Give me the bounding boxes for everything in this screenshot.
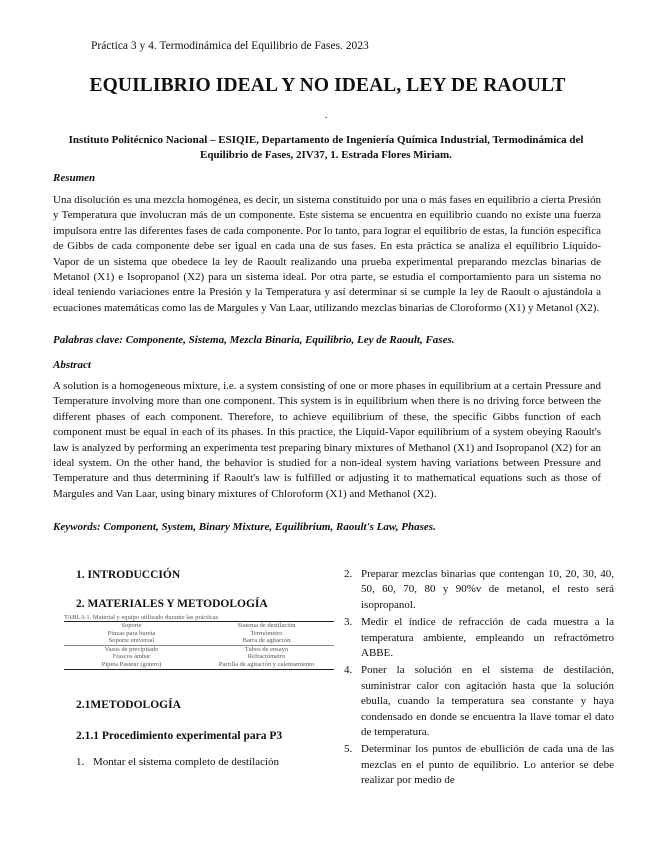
table-row	[64, 653, 334, 661]
author-affiliation: Instituto Politécnico Nacional – ESIQIE, Departamento de Ingeniería Química Industrial, Termodinámica del Equilibrio de Fases, 2IV37, 1. Estrada Flores Miriam.	[68, 134, 584, 161]
table-cell: Sistema de destilación	[199, 622, 334, 630]
resumen-heading: Resumen	[53, 172, 96, 184]
table-cell: Soporte universal	[64, 637, 199, 645]
title-dot: .	[325, 110, 328, 121]
list-item	[344, 615, 614, 661]
table-row	[64, 645, 334, 653]
table-cell: Parrilla de agitación y calentamiento	[199, 661, 334, 669]
step-number: 5.	[344, 743, 353, 756]
list-item	[344, 742, 614, 788]
list-item	[344, 663, 614, 740]
step-number: 1.	[76, 756, 85, 768]
table-cell: Vasos de precipitado	[104, 645, 159, 653]
abstract-heading: Abstract	[53, 359, 91, 371]
table-row	[64, 661, 334, 669]
list-item	[76, 755, 338, 770]
table-cell: Frascos ámbar	[112, 653, 151, 661]
table-body	[64, 621, 334, 670]
table-row	[64, 630, 334, 638]
step-number: 3.	[344, 616, 353, 629]
resumen-text: Una disolución es una mezcla homogénea, es decir, un sistema constituido por una o más fases en equilibrio a cierta Presión y Temperatura que involucran más de un componente. Este sistema se encuentra en equilibrio cuando no existe una fuerza impulsora entre las diferentes fases de cada componente. Por lo tanto, para lograr el equilibrio de estas, la función específica de Gibbs de cada componente debe ser igual en cada una de sus fases. En esta práctica se analiza el equilibrio Líquido-Vapor de un sistema que obedece la ley de Raoult realizando una prueba experimental preparando mezclas binarias de Metanol (X1) e Isopropanol (X2) para un sistema ideal. Por otra parte, se estudia el comportamiento para un sistema no ideal teniendo variaciones entre la Presión y la Temperatura y así determinar si se cumple la ley de Raoult o ajustándola a ecuaciones matemáticas como las de Margules y Van Laar, utilizando mezclas binarias de Cloroformo (X1) y Metanol (X2).	[53, 194, 601, 314]
table-cell: Refractómetro	[247, 653, 286, 661]
abstract-text: A solution is a homogeneous mixture, i.e. a system consisting of one or more phases in equilibrium at a certain Pressure and Temperature involving more than one component. This system is in equilibrium when there is no driving force between the different phases of each component. Therefore, to achieve equilibrium of these, the specific Gibbs function of each component must be equal in each of its phases. In this practice, the Liquid-Vapor equilibrium of a system obeying Raoult's law is analyzed by performing an experimenta test preparing binary mixtures of Methanol (X1) and Isopropanol (X2) for an ideal system. On the other hand, the behavior is studied for a non-ideal system having variations between Pressure and Temperature and thus determining if Raoult's law is fulfilled or adjusting it to mathematical equations such as those of Margules and Van Laar, using binary mixtures of Chloroform (X1) and Methanol (X2).	[53, 380, 601, 500]
table-row	[64, 622, 334, 630]
step-text: Montar el sistema completo de destilación	[93, 756, 280, 768]
step-text: Poner la solución en el sistema de destilación, suministrar calor con agitación hasta que la solución ebulla, cuando la temperatura sea constante y haya condensado en donde se encuentra la llave tomar el dato de temperatura.	[361, 664, 614, 739]
step-number: 2.	[344, 568, 353, 580]
running-header: Práctica 3 y 4. Termodinámica del Equilibrio de Fases. 2023	[91, 40, 369, 52]
table-cell: Tubos de ensayo	[244, 645, 289, 653]
section-metodologia: 2.1METODOLOGÍA	[76, 699, 181, 711]
step-number: 4.	[344, 664, 353, 677]
step-text: Medir el índice de refracción de cada muestra a la temperatura ambiente, empleando un refractómetro ABBE.	[361, 616, 614, 660]
section-materiales: 2. MATERIALES Y METODOLOGÍA	[76, 598, 268, 610]
step-text: Determinar los puntos de ebullición de cada una de las mezclas en el punto de equilibrio. Lo anterior se debe realizar por medio de	[361, 743, 614, 787]
keywords-line: Keywords: Component, System, Binary Mixture, Equilibrium, Raoult's Law, Phases.	[53, 521, 436, 533]
step-text: Preparar mezclas binarias que contengan 10, 20, 30, 40, 50, 60, 70, 80 y 90%v de metanol, el resto será isopropanol.	[361, 568, 614, 611]
paper-title: EQUILIBRIO IDEAL Y NO IDEAL, LEY DE RAOULT	[89, 75, 566, 96]
section-procedimiento: 2.1.1 Procedimiento experimental para P3	[76, 730, 283, 742]
table-cell: Soporte	[64, 622, 199, 630]
table-cell: Pinzas para bureta	[107, 629, 156, 637]
table-cell: Termómetro	[250, 629, 283, 637]
section-introduccion: 1. INTRODUCCIÓN	[76, 569, 181, 581]
table-caption: TABLA 1. Material y equipo utilizado durante las prácticas	[64, 614, 219, 621]
table-row	[64, 637, 334, 645]
palabras-clave: Palabras clave: Componente, Sistema, Mezcla Binaria, Equilibrio, Ley de Raoult, Fases.	[53, 334, 455, 346]
steps-list-left	[76, 755, 338, 772]
materials-table	[64, 614, 334, 670]
table-cell: Pipeta Pasteur (gotero)	[64, 661, 199, 669]
steps-list-right	[344, 567, 614, 791]
list-item	[344, 567, 614, 613]
table-cell: Barra de agitación	[199, 637, 334, 645]
